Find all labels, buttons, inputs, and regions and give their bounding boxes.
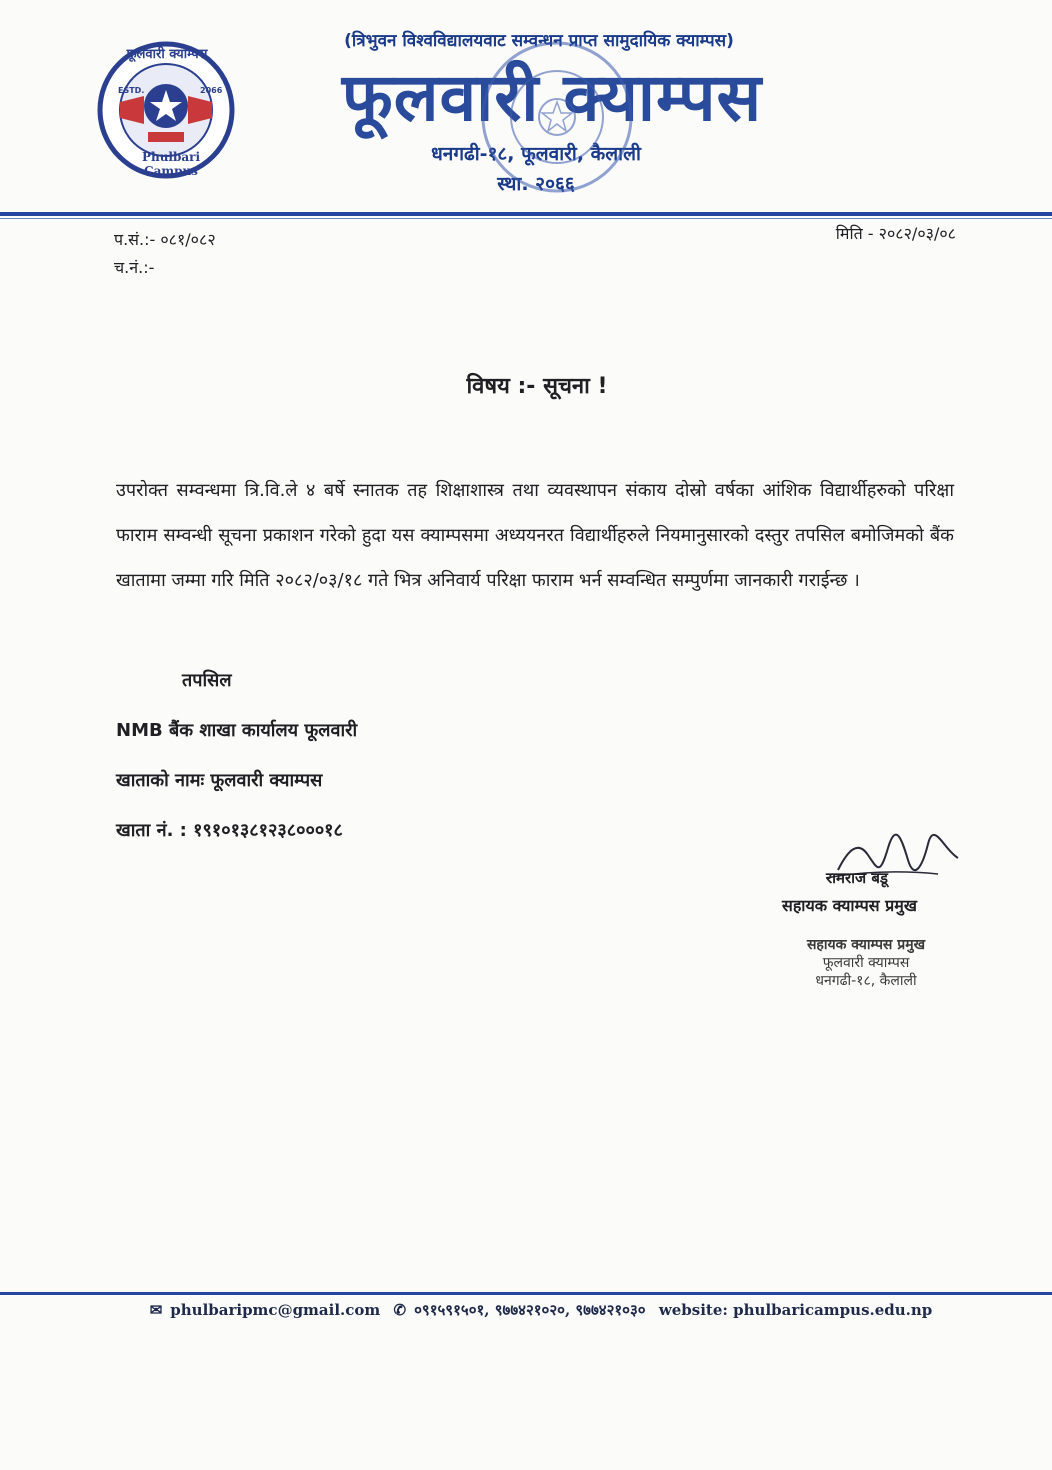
stamp-line-1: सहायक क्याम्पस प्रमुख — [806, 937, 926, 953]
affiliation-line: (त्रिभुवन विश्वविद्यालयवाट सम्वन्धन प्राप्त सामुदायिक क्याम्पस) — [344, 31, 734, 51]
account-name: खाताको नामः फूलवारी क्याम्पस — [116, 770, 323, 791]
reference-number: प.सं.:- ०८१/०८२ — [114, 230, 216, 249]
bank-name: NMB बैंक शाखा कार्यालय फूलवारी — [116, 720, 358, 741]
footer-divider — [0, 1292, 1052, 1295]
letter-subject: विषय :- सूचना ! — [466, 374, 608, 399]
stamp-line-2: फूलवारी क्याम्पस — [822, 955, 910, 971]
details-heading: तपसिल — [182, 670, 232, 691]
letter-date: मिति - २०८२/०३/०८ — [835, 224, 956, 243]
signatory-name: रामराज बडू — [826, 869, 888, 887]
campus-address: धनगढी-१८, फूलवारी, कैलाली — [431, 143, 641, 165]
phone-icon: ✆ — [393, 1301, 407, 1319]
logo-latin: Phulbari Campus — [141, 150, 201, 178]
footer-phones: ०९१५९१५०१, ९७७४२१०२०, ९७७४२१०३० — [414, 1301, 646, 1319]
letter-body: उपरोक्त सम्वन्धमा त्रि.वि.ले ४ बर्षे स्नातक तह शिक्षाशास्त्र तथा व्यवस्थापन संकाय दोस्रो वर्षका आंशिक विद्यार्थीहरुको परिक्षा फाराम सम्वन्धी सूचना प्रकाशन गरेको हुदा यस क्याम्पसमा अध्ययनरत विद्यार्थीहरुले नियमानुसारको दस्तुर तपसिल बमोजिमको बैंक खातामा जम्मा गरि मिति २०८२/०३/१८ गते भित्र अनिवार्य परिक्षा फाराम भर्न सम्वन्धित सम्पुर्णमा जानकारी गराईन्छ । — [116, 480, 954, 591]
stamp-line-3: धनगढी-१८, कैलाली — [815, 973, 917, 989]
footer-website: website: phulbaricampus.edu.np — [658, 1301, 933, 1319]
logo-text: फूलवारी क्याम्पस — [126, 47, 208, 62]
logo-year-left: ESTD. — [118, 86, 145, 95]
header-divider-thin — [0, 218, 1052, 219]
dispatch-number: च.नं.:- — [114, 258, 155, 277]
logo-year-right: 2066 — [200, 86, 223, 95]
signatory-title: सहायक क्याम्पस प्रमुख — [782, 896, 917, 915]
campus-round-stamp — [478, 38, 636, 196]
designation-stamp — [770, 936, 962, 990]
footer-contact — [0, 1300, 1052, 1320]
campus-name: फूलवारी क्याम्पस — [341, 59, 763, 136]
account-number: खाता नं. : १९१०१३८१२३८०००१८ — [116, 820, 343, 841]
campus-established: स्था. २०६६ — [497, 173, 575, 195]
footer-email: phulbaripmc@gmail.com — [170, 1301, 381, 1319]
header-divider — [0, 212, 1052, 216]
email-icon: ✉ — [149, 1301, 163, 1319]
